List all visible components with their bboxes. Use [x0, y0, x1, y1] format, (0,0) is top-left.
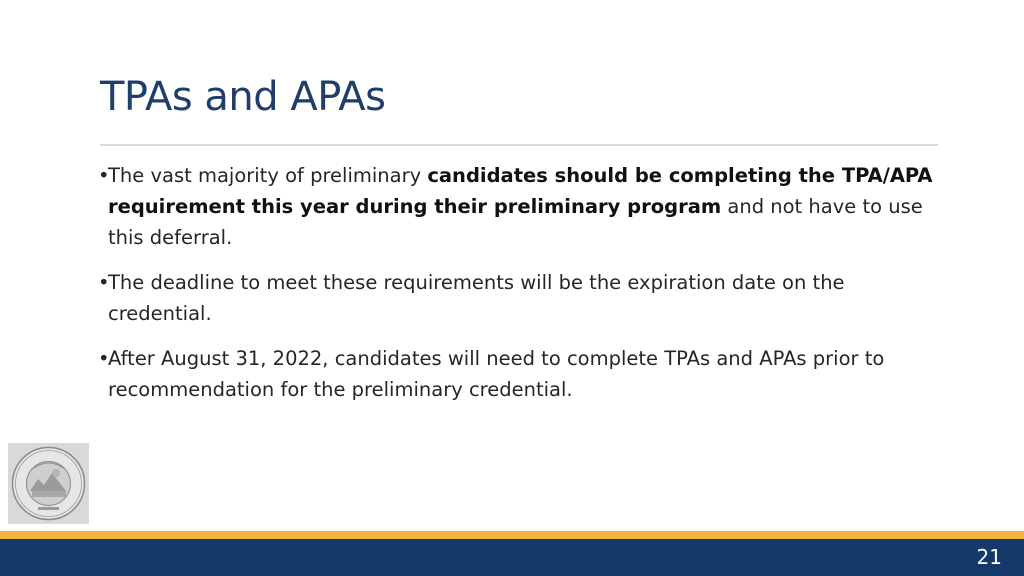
- bullet-item: [98, 160, 948, 253]
- bullet-bold-text: candidates should be completing the TPA/APA requirement this year during their preliminary program: [108, 164, 933, 218]
- seal-graphic: [8, 443, 89, 524]
- footer-accent-bar: [0, 531, 1024, 539]
- bullet-text-after: and not have to use this deferral.: [108, 195, 923, 249]
- slide-title: TPAs and APAs: [100, 74, 386, 120]
- bullet-text: The deadline to meet these requirements will be the expiration date on the credential.: [108, 271, 845, 325]
- title-divider: [100, 144, 938, 146]
- seal-icon: [8, 443, 89, 524]
- bullet-item: [98, 343, 948, 405]
- bullet-icon: •: [98, 347, 110, 370]
- bullet-icon: •: [98, 164, 110, 187]
- bullet-text: The vast majority of preliminary: [108, 164, 428, 187]
- footer-bar: [0, 539, 1024, 576]
- bullet-text: After August 31, 2022, candidates will need to complete TPAs and APAs prior to recommendation for the preliminary credential.: [108, 347, 885, 401]
- bullet-list: [98, 160, 948, 419]
- bullet-item: [98, 267, 948, 329]
- bullet-icon: •: [98, 271, 110, 294]
- page-number: 21: [976, 545, 1002, 569]
